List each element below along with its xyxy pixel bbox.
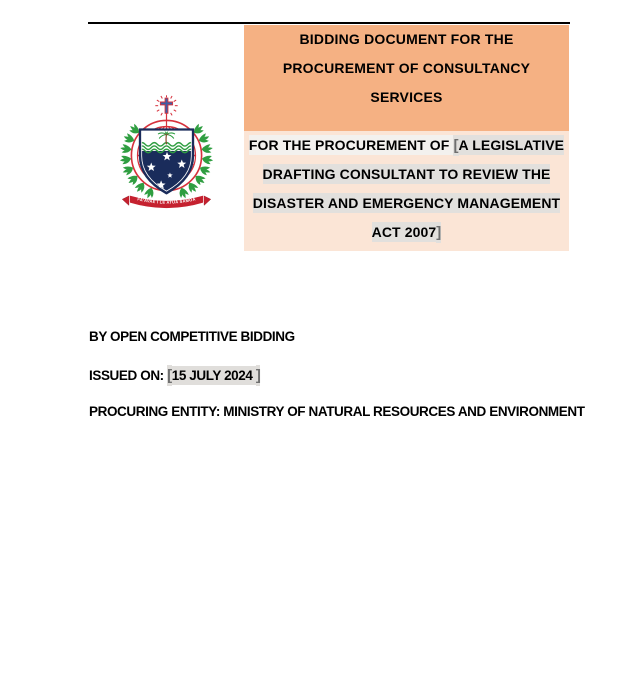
field-close-bracket: ] [436,224,442,241]
field-open-bracket: [ [167,367,172,384]
header-rule [88,22,570,24]
title-line: BIDDING DOCUMENT FOR THE [299,31,514,47]
consultancy-field[interactable]: DISASTER AND EMERGENCY MANAGEMENT [252,195,561,211]
issued-on-label: ISSUED ON: [89,368,168,383]
subtitle-box [244,131,569,251]
subtitle-line [244,160,569,189]
subtitle-line [244,189,569,218]
consultancy-field[interactable]: A LEGISLATIVE [458,137,565,153]
title-line: SERVICES [370,89,443,105]
subtitle-line [244,131,569,160]
consultancy-field[interactable]: DRAFTING CONSULTANT TO REVIEW THE [262,166,551,182]
bidding-method-line: BY OPEN COMPETITIVE BIDDING [89,329,295,344]
issued-on-line [89,368,260,384]
procuring-entity-line: PROCURING ENTITY: MINISTRY OF NATURAL RESOURCES AND ENVIRONMENT [89,404,585,419]
motto-banner [122,195,211,208]
cross-icon [155,95,177,115]
subtitle-line [244,218,569,247]
issued-date-field[interactable]: 15 JULY 2024 [171,368,256,383]
motto-text: FA'AVAE I LE ATUA SAMOA [136,196,197,205]
samoa-coat-of-arms [115,95,218,213]
title-box [244,25,569,131]
field-close-bracket: ] [255,367,261,384]
title-line: PROCUREMENT OF CONSULTANCY [282,60,531,76]
field-open-bracket: [ [453,137,459,154]
subtitle-prefix: FOR THE PROCUREMENT OF [248,137,454,153]
consultancy-field[interactable]: ACT 2007 [371,224,437,240]
